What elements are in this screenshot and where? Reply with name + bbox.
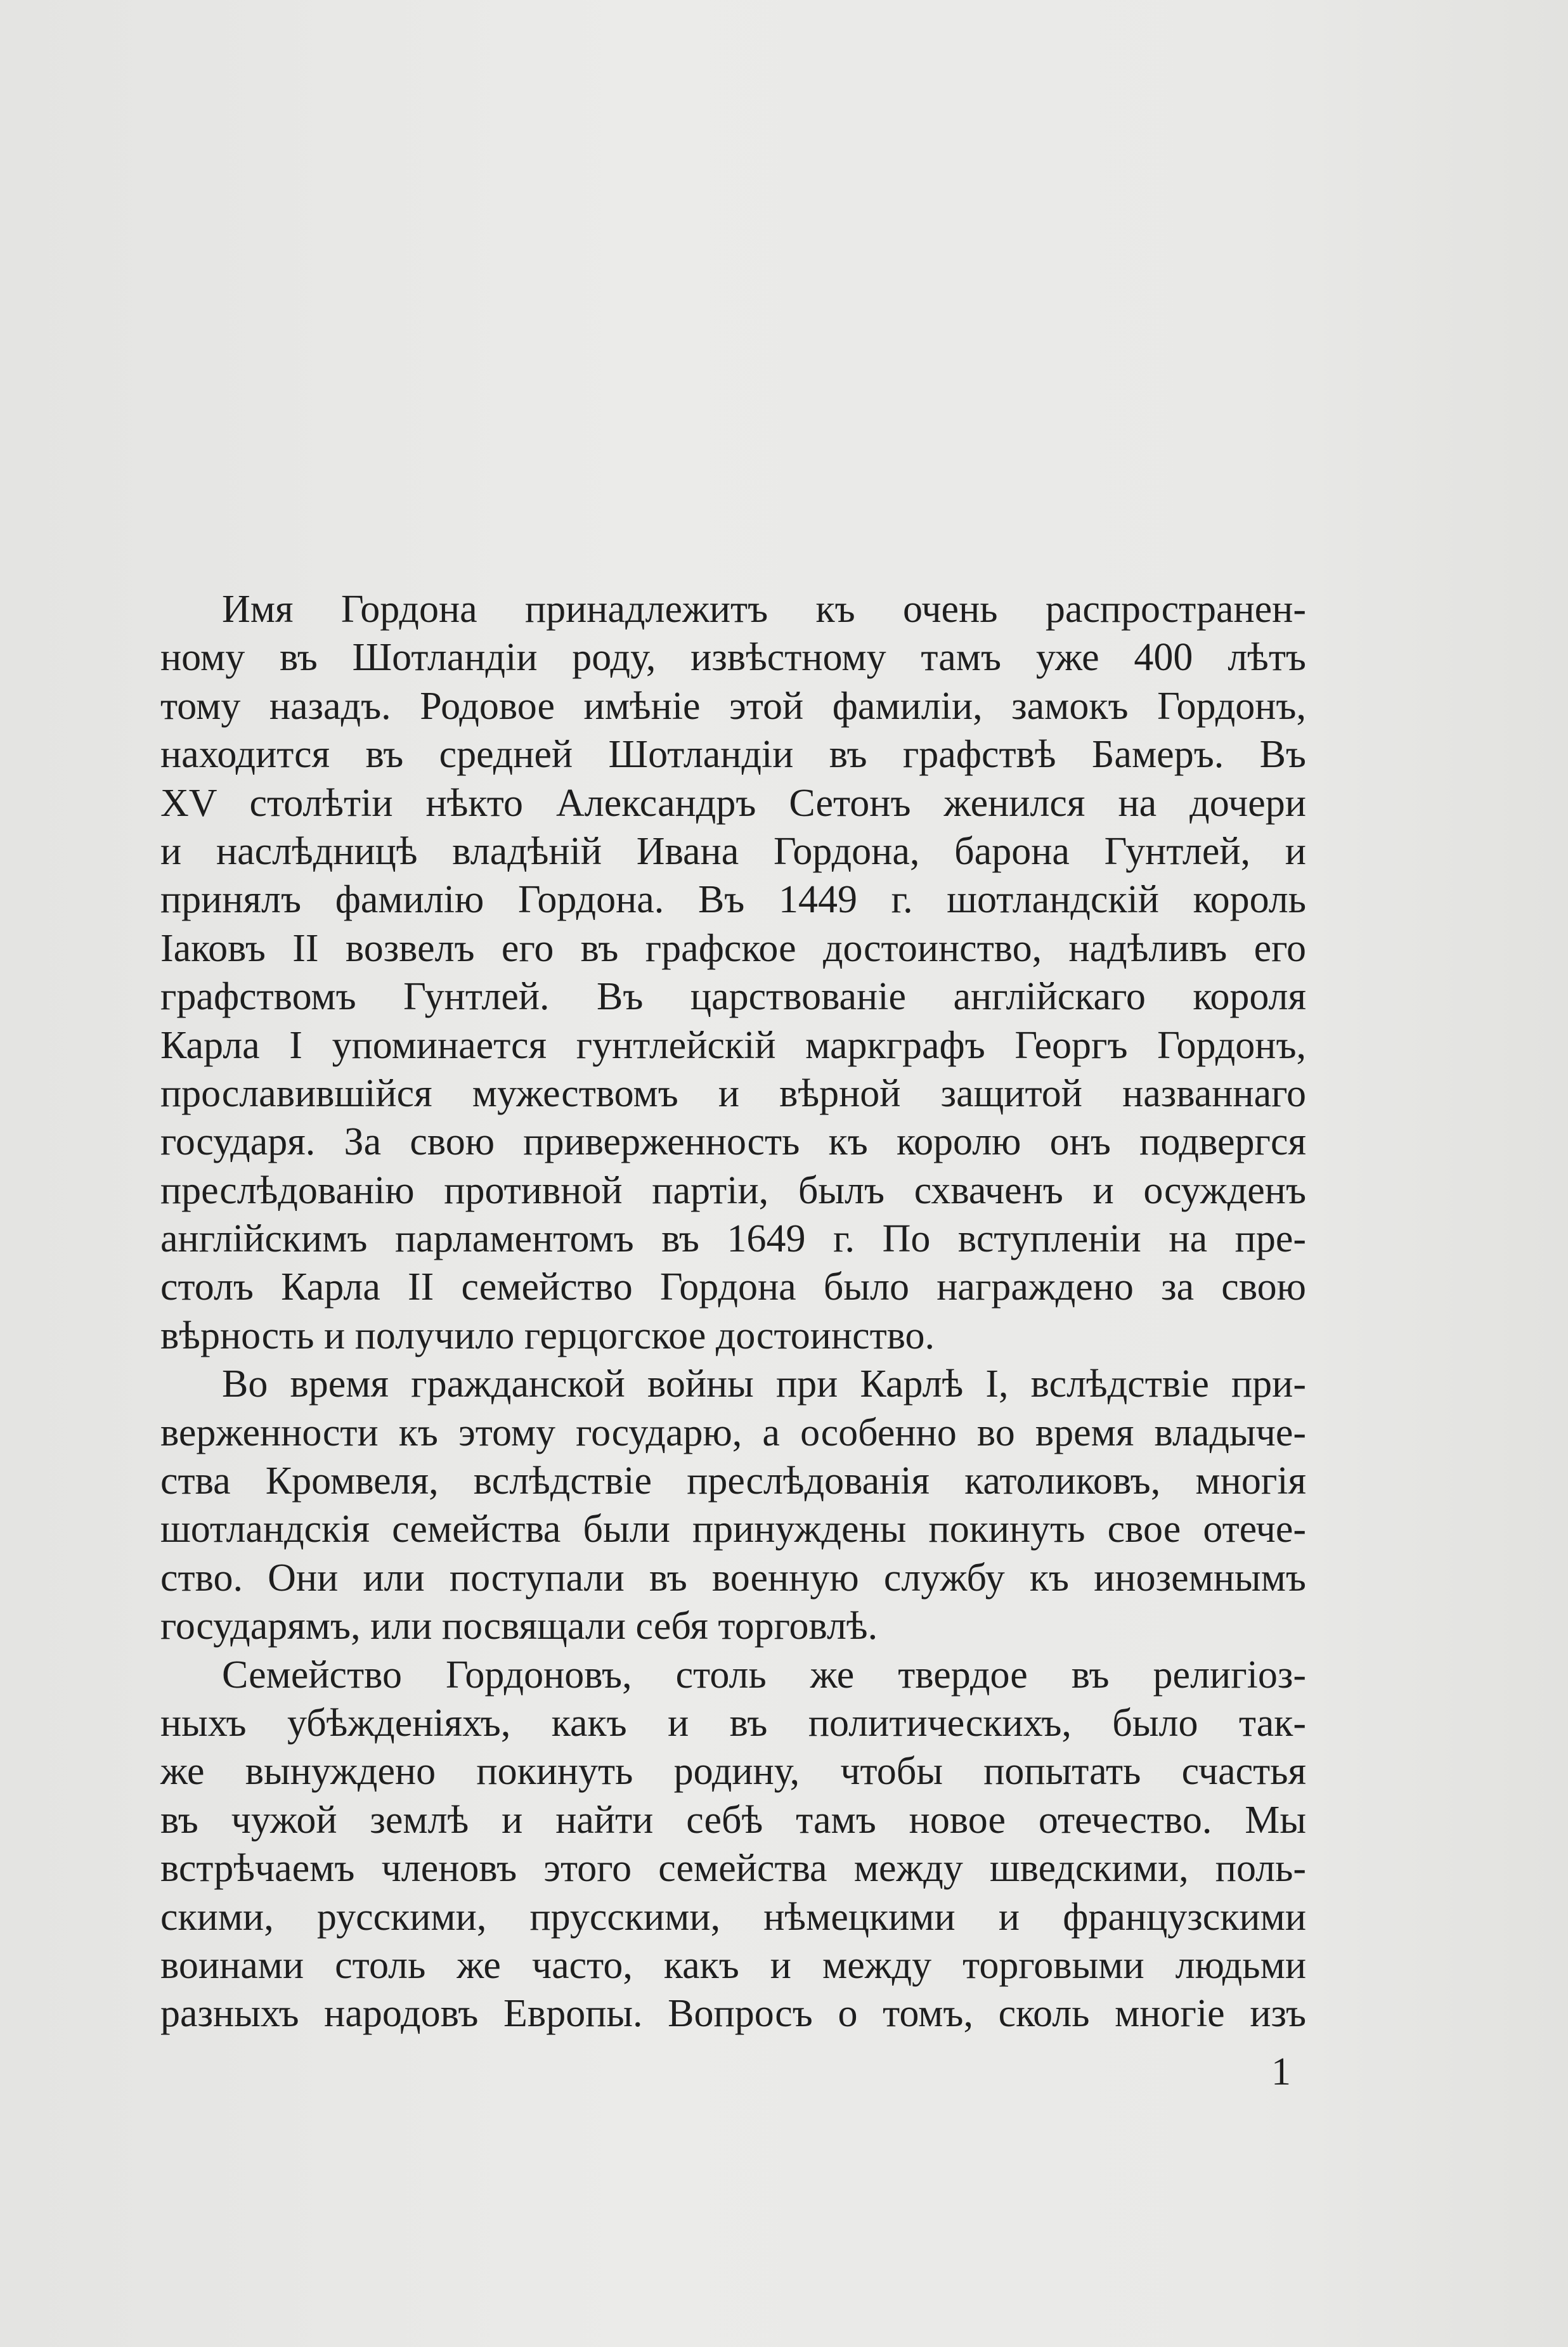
text-line: Во время гражданской войны при Карлѣ I, вслѣдствіе при- [222, 1362, 1306, 1406]
text-line: графствомъ Гунтлей. Въ царствованіе англійскаго короля [160, 975, 1306, 1019]
text-line: государямъ, или посвящали себя торговлѣ. [160, 1605, 878, 1648]
text-line: же вынуждено покинуть родину, чтобы попытать счастья [160, 1750, 1306, 1794]
page-number: 1 [1271, 2050, 1291, 2093]
text-line: Карла I упоминается гунтлейскій маркграфъ Георгъ Гордонъ, [160, 1023, 1306, 1067]
text-line: принялъ фамилію Гордона. Въ 1449 г. шотландскій король [160, 878, 1306, 922]
text-line: государя. За свою приверженность къ королю онъ подвергся [160, 1120, 1306, 1164]
text-line: ныхъ убѣжденіяхъ, какъ и въ политическихъ, было так- [160, 1701, 1306, 1745]
text-line: XV столѣтіи нѣкто Александръ Сетонъ женился на дочери [160, 781, 1306, 825]
paragraph [160, 1651, 1306, 2038]
text-line: въ чужой землѣ и найти себѣ тамъ новое отечество. Мы [160, 1798, 1306, 1842]
body-text [160, 585, 1306, 2038]
paragraph [160, 585, 1306, 1360]
text-line: шотландскія семейства были принуждены покинуть свое отече- [160, 1508, 1306, 1551]
text-line: верженности къ этому государю, а особенно во время владыче- [160, 1411, 1306, 1454]
text-line: Семейство Гордоновъ, столь же твердое въ религіоз- [222, 1653, 1306, 1697]
paragraph [160, 1360, 1306, 1650]
text-line: встрѣчаемъ членовъ этого семейства между шведскими, поль- [160, 1847, 1306, 1891]
text-line: Имя Гордона принадлежитъ къ очень распространен- [222, 588, 1306, 631]
text-line: и наслѣдницѣ владѣній Ивана Гордона, барона Гунтлей, и [160, 829, 1306, 873]
text-line: Іаковъ II возвелъ его въ графское достоинство, надѣливъ его [160, 926, 1306, 970]
text-line: преслѣдованію противной партіи, былъ схваченъ и осужденъ [160, 1168, 1306, 1212]
text-line: воинами столь же часто, какъ и между торговыми людьми [160, 1943, 1306, 1987]
text-line: ному въ Шотландіи роду, извѣстному тамъ уже 400 лѣтъ [160, 636, 1306, 680]
text-line: находится въ средней Шотландіи въ графствѣ Бамеръ. Въ [160, 733, 1306, 777]
text-line: прославившійся мужествомъ и вѣрной защитой названнаго [160, 1071, 1306, 1115]
text-line: англійскимъ парламентомъ въ 1649 г. По вступленіи на пре- [160, 1217, 1306, 1261]
text-line: вѣрность и получило герцогское достоинство. [160, 1314, 935, 1357]
text-line: тому назадъ. Родовое имѣніе этой фамиліи, замокъ Гордонъ, [160, 684, 1306, 728]
text-line: скими, русскими, прусскими, нѣмецкими и французскими [160, 1895, 1306, 1939]
text-line: ства Кромвеля, вслѣдствіе преслѣдованія католиковъ, многія [160, 1459, 1306, 1503]
text-line: столъ Карла II семейство Гордона было награждено за свою [160, 1265, 1306, 1309]
text-line: ство. Они или поступали въ военную службу къ иноземнымъ [160, 1556, 1306, 1600]
text-line: разныхъ народовъ Европы. Вопросъ о томъ, сколь многіе изъ [160, 1992, 1306, 2036]
